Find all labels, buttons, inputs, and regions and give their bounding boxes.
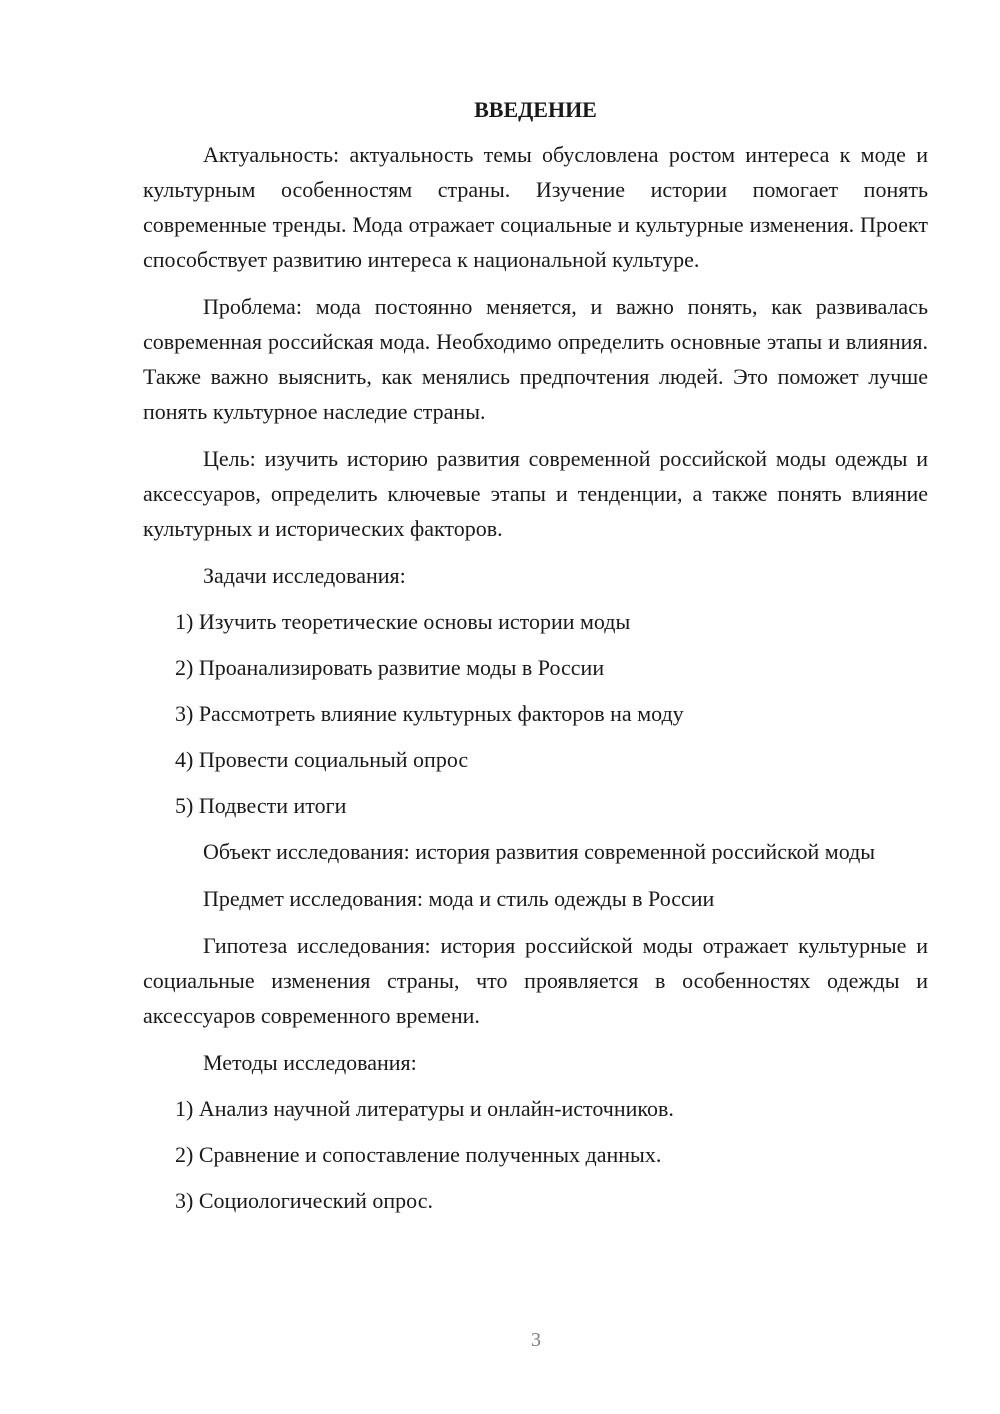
object-paragraph: Объект исследования: история развития современной российской моды bbox=[203, 839, 876, 864]
task-item-4: 4) Провести социальный опрос bbox=[175, 747, 469, 772]
page-title: ВВЕДЕНИЕ bbox=[474, 97, 597, 122]
problem-paragraph: Проблема: мода постоянно меняется, и важно понять, как развивалась современная российская мода. Необходимо определить основные этапы и влияния. Также важно выяснить, как менялись предпочтения людей. Это поможет лучше понять культурное наследие страны. bbox=[143, 294, 928, 424]
subject-paragraph: Предмет исследования: мода и стиль одежды в России bbox=[203, 886, 715, 911]
task-item-5: 5) Подвести итоги bbox=[175, 793, 347, 818]
task-item-3: 3) Рассмотреть влияние культурных факторов на моду bbox=[175, 701, 684, 726]
page-number: 3 bbox=[531, 1329, 541, 1351]
method-item-2: 2) Сравнение и сопоставление полученных данных. bbox=[175, 1142, 662, 1167]
actuality-paragraph: Актуальность: актуальность темы обусловлена ростом интереса к моде и культурным особенностям страны. Изучение истории помогает понять современные тренды. Мода отражает социальные и культурные изменения. Проект способствует развитию интереса к национальной культуре. bbox=[143, 142, 928, 272]
goal-paragraph: Цель: изучить историю развития современной российской моды одежды и аксессуаров, определить ключевые этапы и тенденции, а также понять влияние культурных и исторических факторов. bbox=[143, 446, 928, 541]
method-item-1: 1) Анализ научной литературы и онлайн-источников. bbox=[175, 1096, 674, 1121]
document-page bbox=[143, 92, 928, 1229]
method-item-3: 3) Социологический опрос. bbox=[175, 1188, 433, 1213]
task-item-2: 2) Проанализировать развитие моды в России bbox=[175, 655, 605, 680]
tasks-heading: Задачи исследования: bbox=[203, 563, 406, 588]
methods-heading: Методы исследования: bbox=[203, 1050, 417, 1075]
hypothesis-paragraph: Гипотеза исследования: история российской моды отражает культурные и социальные изменения страны, что проявляется в особенностях одежды и аксессуаров современного времени. bbox=[143, 933, 928, 1028]
task-item-1: 1) Изучить теоретические основы истории моды bbox=[175, 609, 631, 634]
